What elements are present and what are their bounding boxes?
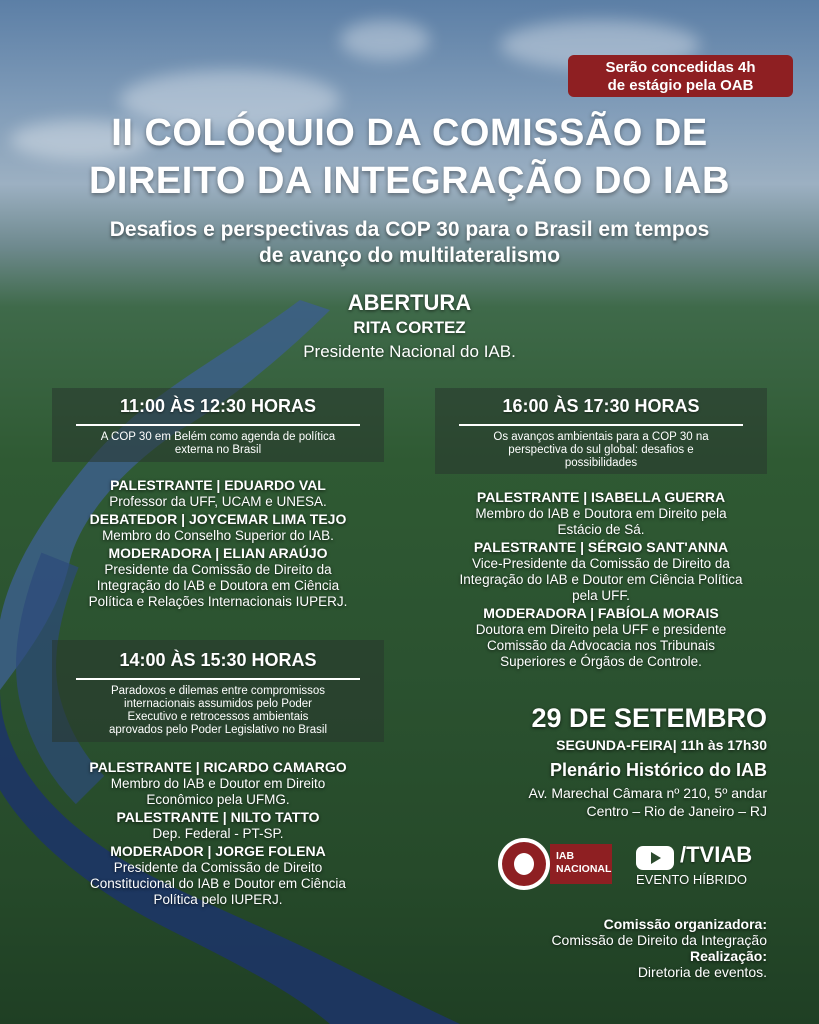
- event-mode: EVENTO HÍBRIDO: [636, 872, 748, 887]
- speaker-heading: PALESTRANTE | RICARDO CAMARGO: [89, 759, 347, 775]
- event-title-line-1: II COLÓQUIO DA COMISSÃO DE: [111, 112, 708, 154]
- speaker-desc: Dep. Federal - PT-SP.: [152, 826, 284, 841]
- iab-wordmark: [550, 844, 612, 884]
- speaker-desc: Membro do IAB e Doutora em Direito pela: [475, 506, 727, 521]
- speaker-heading: MODERADORA | FABÍOLA MORAIS: [483, 605, 719, 621]
- event-address-line-1: Av. Marechal Câmara nº 210, 5º andar: [528, 785, 767, 801]
- realization-value: Diretoria de eventos.: [637, 964, 767, 980]
- session-2-time: 14:00 ÀS 15:30 HORAS: [119, 650, 317, 670]
- topic-line: possibilidades: [564, 457, 638, 469]
- session-1-speakers: [40, 476, 396, 610]
- speaker-desc: Presidente da Comissão de Direito da: [104, 562, 332, 577]
- topic-line: A COP 30 em Belém como agenda de política: [100, 431, 336, 443]
- speaker-desc: Vice-Presidente da Comissão de Direito da: [472, 556, 730, 571]
- topic-line: perspectiva do sul global: desafios e: [508, 444, 694, 456]
- session-1-divider: [76, 424, 360, 426]
- subtitle-line-1: Desafios e perspectivas da COP 30 para o Brasil em tempos: [109, 218, 710, 241]
- event-subtitle: [20, 217, 799, 269]
- topic-line: Executivo e retrocessos ambientais: [127, 711, 309, 723]
- credits: [440, 916, 767, 980]
- iab-logo: [498, 838, 614, 890]
- tv-channel: [636, 842, 766, 888]
- iab-logo-line-1: IAB: [556, 850, 575, 862]
- speaker-heading: PALESTRANTE | ISABELLA GUERRA: [476, 489, 726, 505]
- speaker-desc: Membro do Conselho Superior do IAB.: [102, 528, 334, 543]
- speaker-heading: PALESTRANTE | SÉRGIO SANT'ANNA: [473, 539, 729, 555]
- speaker-desc: pela UFF.: [572, 588, 630, 603]
- organizer-value: Comissão de Direito da Integração: [551, 932, 767, 948]
- speaker-desc: Econômico pela UFMG.: [146, 792, 290, 807]
- speaker-desc: Constitucional do IAB e Doutor em Ciência: [90, 876, 346, 891]
- topic-line: externa no Brasil: [174, 444, 262, 456]
- channel-name: /TVIAB: [680, 842, 753, 867]
- opening-label: ABERTURA: [347, 290, 472, 315]
- speaker-heading: MODERADOR | JORGE FOLENA: [110, 843, 326, 859]
- event-weekday: SEGUNDA-FEIRA| 11h às 17h30: [556, 737, 767, 753]
- speaker-desc: Integração do IAB e Doutora em Ciência: [96, 578, 340, 593]
- iab-seal-icon: [498, 838, 550, 890]
- speaker-heading: DEBATEDOR | JOYCEMAR LIMA TEJO: [89, 511, 347, 527]
- session-3-divider: [459, 424, 743, 426]
- event-title-line-2: DIREITO DA INTEGRAÇÃO DO IAB: [88, 160, 731, 202]
- speaker-desc: Integração do IAB e Doutor em Ciência Política: [459, 572, 743, 587]
- topic-line: Os avanços ambientais para a COP 30 na: [493, 431, 709, 443]
- subtitle-line-2: de avanço do multilateralismo: [258, 244, 561, 267]
- speaker-desc: Presidente da Comissão de Direito: [113, 860, 323, 875]
- speaker-desc: Política pelo IUPERJ.: [153, 892, 283, 907]
- session-3-topic: [435, 431, 767, 470]
- event-date: 29 DE SETEMBRO: [531, 703, 767, 733]
- oab-hours-badge: [568, 55, 793, 97]
- speaker-heading: MODERADORA | ELIAN ARAÚJO: [108, 545, 328, 561]
- event-info: [440, 702, 767, 820]
- cloud: [340, 20, 430, 60]
- session-2-topic: [52, 685, 384, 737]
- speaker-desc: Professor da UFF, UCAM e UNESA.: [109, 494, 327, 509]
- topic-line: Paradoxos e dilemas entre compromissos: [110, 685, 326, 697]
- badge-line-2: de estágio pela OAB: [607, 77, 754, 94]
- session-3-time: 16:00 ÀS 17:30 HORAS: [502, 396, 700, 416]
- speaker-heading: PALESTRANTE | EDUARDO VAL: [110, 477, 326, 493]
- session-1-topic: [52, 431, 384, 457]
- realization-label: Realização:: [689, 948, 767, 964]
- event-address-line-2: Centro – Rio de Janeiro – RJ: [586, 803, 767, 819]
- speaker-heading: PALESTRANTE | NILTO TATTO: [116, 809, 320, 825]
- badge-line-1: Serão concedidas 4h: [605, 59, 756, 76]
- speaker-desc: Membro do IAB e Doutor em Direito: [110, 776, 326, 791]
- speaker-desc: Comissão da Advocacia nos Tribunais: [486, 638, 716, 653]
- speaker-desc: Doutora em Direito pela UFF e presidente: [475, 622, 727, 637]
- organizer-label: Comissão organizadora:: [603, 916, 767, 932]
- session-2-speakers: [40, 758, 396, 908]
- opening-role: Presidente Nacional do IAB.: [303, 342, 516, 361]
- session-3-speakers: [423, 488, 779, 670]
- speaker-desc: Política e Relações Internacionais IUPERJ.: [88, 594, 348, 609]
- topic-line: aprovados pelo Poder Legislativo no Brasil: [109, 724, 327, 736]
- speaker-desc: Estácio de Sá.: [557, 522, 645, 537]
- session-1-time: 11:00 ÀS 12:30 HORAS: [119, 396, 317, 416]
- event-venue: Plenário Histórico do IAB: [549, 760, 767, 780]
- session-2-divider: [76, 678, 360, 680]
- topic-line: internacionais assumidos pelo Poder: [124, 698, 312, 710]
- opening-name: RITA CORTEZ: [353, 318, 466, 337]
- youtube-icon: [636, 844, 674, 872]
- iab-logo-line-2: NACIONAL: [556, 863, 612, 875]
- speaker-desc: Superiores e Órgãos de Controle.: [500, 654, 702, 669]
